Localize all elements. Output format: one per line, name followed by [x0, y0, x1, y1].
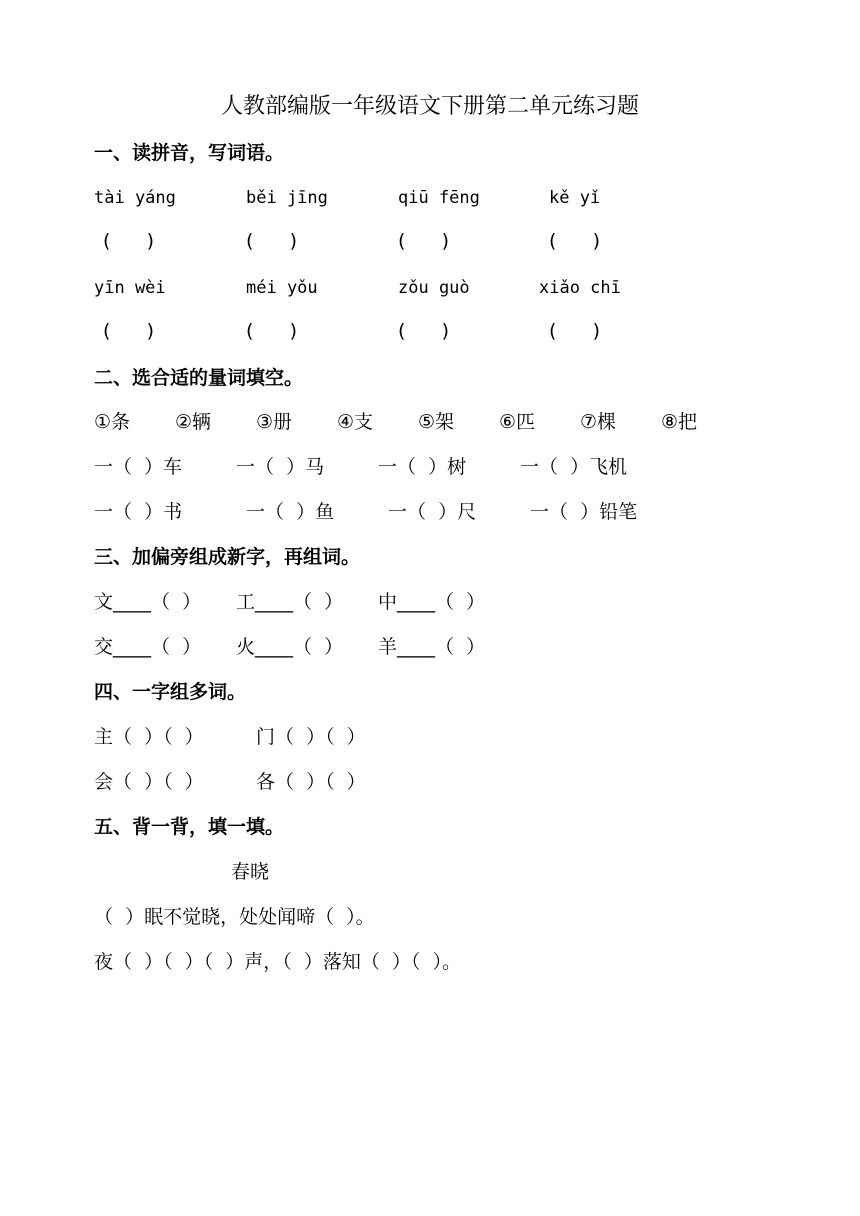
section-5-heading: 五、背一背，填一填。: [94, 816, 285, 838]
measure-word-option: ⑧把: [661, 411, 698, 433]
fill-item: 一（ ）树: [378, 456, 467, 478]
answer-blank: ( ): [246, 320, 298, 342]
answer-blank: ( ): [398, 320, 450, 342]
measure-word-option: ⑦棵: [580, 411, 617, 433]
poem-title: 春晓: [231, 861, 270, 883]
page-title: 人教部编版一年级语文下册第二单元练习题: [220, 94, 639, 119]
measure-word-option: ⑤架: [418, 411, 455, 433]
radical-item: 交____（ ）: [94, 636, 202, 658]
measure-word-option: ③册: [256, 411, 293, 433]
answer-blank: ( ): [103, 320, 155, 342]
radical-item: 工____（ ）: [236, 591, 344, 613]
section-1-heading: 一、读拼音，写词语。: [94, 142, 285, 164]
answer-blank: ( ): [549, 320, 601, 342]
pinyin-item: qiū fēng: [398, 188, 480, 208]
radical-item: 火____（ ）: [236, 636, 344, 658]
measure-word-option: ①条: [94, 411, 131, 433]
answer-blank: ( ): [398, 230, 450, 252]
pinyin-item: tài yáng: [94, 188, 176, 208]
section-4-heading: 四、一字组多词。: [94, 681, 247, 703]
pinyin-item: méi yǒu: [246, 278, 318, 298]
fill-item: 一（ ）书: [94, 501, 183, 523]
poem-line: 夜（ ）（ ）（ ）声，（ ）落知（ ）（ ）。: [94, 951, 461, 973]
fill-item: 一（ ）铅笔: [530, 501, 638, 523]
word-group-item: 主（ ）（ ）: [94, 726, 204, 748]
pinyin-item: xiǎo chī: [539, 278, 621, 298]
radical-item: 中____（ ）: [378, 591, 486, 613]
fill-item: 一（ ）飞机: [520, 456, 628, 478]
word-group-item: 各（ ）（ ）: [256, 771, 366, 793]
measure-word-option: ④支: [337, 411, 374, 433]
word-group-item: 门（ ）（ ）: [256, 726, 366, 748]
pinyin-item: yīn wèi: [94, 278, 166, 298]
fill-item: 一（ ）车: [94, 456, 183, 478]
fill-item: 一（ ）马: [236, 456, 325, 478]
pinyin-item: běi jīng: [246, 188, 328, 208]
section-2-heading: 二、选合适的量词填空。: [94, 367, 304, 389]
pinyin-item: kě yǐ: [549, 188, 601, 208]
measure-word-option: ②辆: [175, 411, 212, 433]
radical-item: 羊____（ ）: [378, 636, 486, 658]
fill-item: 一（ ）鱼: [246, 501, 335, 523]
answer-blank: ( ): [103, 230, 155, 252]
measure-word-option: ⑥匹: [499, 411, 536, 433]
poem-line: （ ）眠不觉晓，处处闻啼（ ）。: [94, 906, 375, 928]
word-group-item: 会（ ）（ ）: [94, 771, 204, 793]
answer-blank: ( ): [246, 230, 298, 252]
answer-blank: ( ): [549, 230, 601, 252]
pinyin-item: zǒu guò: [398, 278, 470, 298]
section-3-heading: 三、加偏旁组成新字，再组词。: [94, 546, 361, 568]
radical-item: 文____（ ）: [94, 591, 202, 613]
fill-item: 一（ ）尺: [388, 501, 477, 523]
